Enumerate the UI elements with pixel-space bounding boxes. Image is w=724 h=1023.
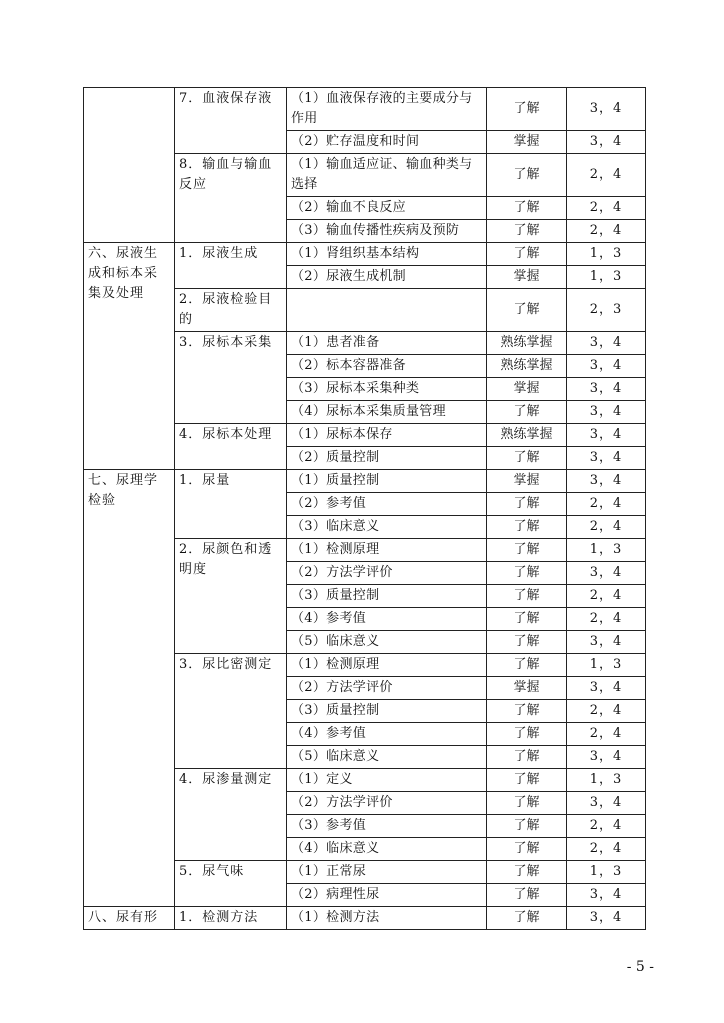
item-cell: （4）尿标本采集质量管理 (287, 401, 487, 424)
topic-cell: 4．尿渗量测定 (175, 769, 287, 861)
level-cell: 2，4 (567, 493, 646, 516)
item-cell: （1）定义 (287, 769, 487, 792)
level-cell: 3，4 (567, 355, 646, 378)
topic-cell: 2．尿颜色和透明度 (175, 539, 287, 654)
level-cell: 1，3 (567, 861, 646, 884)
syllabus-table (83, 87, 646, 930)
item-cell: （2）输血不良反应 (287, 197, 487, 220)
requirement-cell: 了解 (487, 608, 567, 631)
requirement-cell: 了解 (487, 631, 567, 654)
requirement-cell: 熟练掌握 (487, 355, 567, 378)
item-cell: （1）质量控制 (287, 470, 487, 493)
item-cell: （3）参考值 (287, 815, 487, 838)
requirement-cell: 了解 (487, 861, 567, 884)
topic-cell: 3．尿标本采集 (175, 332, 287, 424)
requirement-cell: 了解 (487, 539, 567, 562)
level-cell: 3，4 (567, 332, 646, 355)
requirement-cell: 了解 (487, 88, 567, 131)
level-cell: 3，4 (567, 907, 646, 930)
requirement-cell: 了解 (487, 220, 567, 243)
requirement-cell: 了解 (487, 723, 567, 746)
page-number: - 5 - (626, 959, 654, 975)
level-cell: 2，4 (567, 585, 646, 608)
requirement-cell: 了解 (487, 884, 567, 907)
unit-cell: 八、尿有形 (84, 907, 175, 930)
item-cell: （1）检测方法 (287, 907, 487, 930)
requirement-cell: 掌握 (487, 378, 567, 401)
item-cell: （4）参考值 (287, 608, 487, 631)
level-cell: 2，4 (567, 608, 646, 631)
requirement-cell: 了解 (487, 197, 567, 220)
level-cell: 3，4 (567, 746, 646, 769)
topic-cell: 3．尿比密测定 (175, 654, 287, 769)
item-cell: （2）方法学评价 (287, 677, 487, 700)
item-cell: （2）方法学评价 (287, 792, 487, 815)
level-cell: 1，3 (567, 243, 646, 266)
requirement-cell: 掌握 (487, 677, 567, 700)
item-cell: （1）血液保存液的主要成分与作用 (287, 88, 487, 131)
requirement-cell: 了解 (487, 447, 567, 470)
level-cell: 3，4 (567, 562, 646, 585)
item-cell: （2）方法学评价 (287, 562, 487, 585)
requirement-cell: 了解 (487, 493, 567, 516)
level-cell: 2，4 (567, 815, 646, 838)
level-cell: 2，4 (567, 838, 646, 861)
item-cell: （5）临床意义 (287, 631, 487, 654)
requirement-cell: 了解 (487, 769, 567, 792)
topic-cell: 5．尿气味 (175, 861, 287, 907)
item-cell: （1）正常尿 (287, 861, 487, 884)
level-cell: 3，4 (567, 792, 646, 815)
table-row (84, 907, 646, 930)
item-cell: （2）贮存温度和时间 (287, 131, 487, 154)
requirement-cell: 了解 (487, 815, 567, 838)
table-row (84, 243, 646, 266)
level-cell: 2，4 (567, 197, 646, 220)
topic-cell: 7．血液保存液 (175, 88, 287, 154)
level-cell: 2，4 (567, 220, 646, 243)
requirement-cell: 了解 (487, 516, 567, 539)
level-cell: 2，4 (567, 154, 646, 197)
level-cell: 3，4 (567, 631, 646, 654)
item-cell: （1）检测原理 (287, 654, 487, 677)
level-cell: 3，4 (567, 424, 646, 447)
item-cell: （3）尿标本采集种类 (287, 378, 487, 401)
item-cell: （1）肾组织基本结构 (287, 243, 487, 266)
item-cell: （4）参考值 (287, 723, 487, 746)
topic-cell: 4．尿标本处理 (175, 424, 287, 470)
level-cell: 3，4 (567, 88, 646, 131)
item-cell: （3）质量控制 (287, 585, 487, 608)
level-cell: 3，4 (567, 447, 646, 470)
requirement-cell: 了解 (487, 243, 567, 266)
syllabus-body (84, 88, 646, 930)
item-cell: （3）输血传播性疾病及预防 (287, 220, 487, 243)
item-cell: （2）参考值 (287, 493, 487, 516)
requirement-cell: 熟练掌握 (487, 424, 567, 447)
item-cell: （3）临床意义 (287, 516, 487, 539)
level-cell: 3，4 (567, 378, 646, 401)
requirement-cell: 了解 (487, 585, 567, 608)
item-cell: （1）尿标本保存 (287, 424, 487, 447)
level-cell: 3，4 (567, 131, 646, 154)
item-cell (287, 289, 487, 332)
table-row (84, 88, 646, 131)
unit-cell (84, 88, 175, 243)
level-cell: 1，3 (567, 539, 646, 562)
item-cell: （1）输血适应证、输血种类与选择 (287, 154, 487, 197)
level-cell: 2，4 (567, 700, 646, 723)
requirement-cell: 了解 (487, 562, 567, 585)
item-cell: （2）尿液生成机制 (287, 266, 487, 289)
topic-cell: 1．尿液生成 (175, 243, 287, 289)
unit-cell: 六、尿液生成和标本采集及处理 (84, 243, 175, 470)
item-cell: （3）质量控制 (287, 700, 487, 723)
level-cell: 3，4 (567, 884, 646, 907)
unit-cell: 七、尿理学检验 (84, 470, 175, 907)
requirement-cell: 了解 (487, 792, 567, 815)
requirement-cell: 了解 (487, 700, 567, 723)
requirement-cell: 了解 (487, 154, 567, 197)
topic-cell: 1．检测方法 (175, 907, 287, 930)
level-cell: 3，4 (567, 677, 646, 700)
topic-cell: 2．尿液检验目的 (175, 289, 287, 332)
item-cell: （2）标本容器准备 (287, 355, 487, 378)
level-cell: 1，3 (567, 654, 646, 677)
level-cell: 3，4 (567, 470, 646, 493)
requirement-cell: 掌握 (487, 470, 567, 493)
requirement-cell: 了解 (487, 289, 567, 332)
level-cell: 3，4 (567, 401, 646, 424)
level-cell: 1，3 (567, 266, 646, 289)
table-row (84, 470, 646, 493)
level-cell: 1，3 (567, 769, 646, 792)
level-cell: 2，4 (567, 516, 646, 539)
item-cell: （1）检测原理 (287, 539, 487, 562)
requirement-cell: 掌握 (487, 266, 567, 289)
item-cell: （1）患者准备 (287, 332, 487, 355)
requirement-cell: 了解 (487, 654, 567, 677)
item-cell: （4）临床意义 (287, 838, 487, 861)
requirement-cell: 了解 (487, 907, 567, 930)
requirement-cell: 了解 (487, 746, 567, 769)
level-cell: 2，4 (567, 723, 646, 746)
topic-cell: 8．输血与输血反应 (175, 154, 287, 243)
level-cell: 2，3 (567, 289, 646, 332)
topic-cell: 1．尿量 (175, 470, 287, 539)
item-cell: （5）临床意义 (287, 746, 487, 769)
item-cell: （2）病理性尿 (287, 884, 487, 907)
requirement-cell: 熟练掌握 (487, 332, 567, 355)
requirement-cell: 了解 (487, 838, 567, 861)
requirement-cell: 了解 (487, 401, 567, 424)
requirement-cell: 掌握 (487, 131, 567, 154)
item-cell: （2）质量控制 (287, 447, 487, 470)
